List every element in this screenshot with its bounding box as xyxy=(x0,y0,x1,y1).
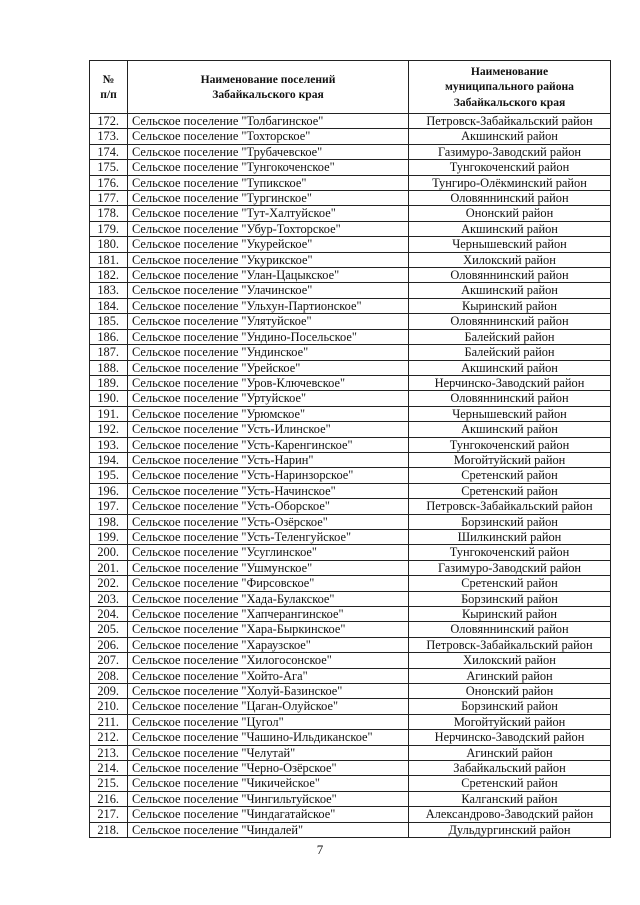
district-name: Кыринский район xyxy=(409,607,611,622)
row-number: 197. xyxy=(90,499,128,514)
district-name: Могойтуйский район xyxy=(409,714,611,729)
row-number: 191. xyxy=(90,406,128,421)
settlement-name: Сельское поселение "Толбагинское" xyxy=(128,114,409,129)
row-number: 200. xyxy=(90,545,128,560)
row-number: 189. xyxy=(90,375,128,390)
district-name: Чернышевский район xyxy=(409,406,611,421)
table-row xyxy=(90,144,611,159)
table-row xyxy=(90,252,611,267)
settlement-name: Сельское поселение "Челутай" xyxy=(128,745,409,760)
settlement-name: Сельское поселение "Урюмское" xyxy=(128,406,409,421)
settlements-table xyxy=(89,60,611,838)
table-row xyxy=(90,345,611,360)
table-row xyxy=(90,206,611,221)
settlement-name: Сельское поселение "Тупикское" xyxy=(128,175,409,190)
settlement-name: Сельское поселение "Хара-Быркинское" xyxy=(128,622,409,637)
district-name: Акшинский район xyxy=(409,129,611,144)
row-number: 178. xyxy=(90,206,128,221)
table-row xyxy=(90,437,611,452)
row-number: 193. xyxy=(90,437,128,452)
header-settlement: Наименование поселений Забайкальского края xyxy=(128,61,409,114)
settlement-name: Сельское поселение "Усть-Нарин" xyxy=(128,452,409,467)
settlement-name: Сельское поселение "Улан-Цацыкское" xyxy=(128,268,409,283)
table-row xyxy=(90,360,611,375)
row-number: 195. xyxy=(90,468,128,483)
district-name: Сретенский район xyxy=(409,576,611,591)
settlement-name: Сельское поселение "Усть-Наринзорское" xyxy=(128,468,409,483)
table-row xyxy=(90,129,611,144)
settlement-name: Сельское поселение "Ульхун-Партионское" xyxy=(128,298,409,313)
settlement-name: Сельское поселение "Чашино-Ильдиканское" xyxy=(128,730,409,745)
table-row xyxy=(90,221,611,236)
row-number: 177. xyxy=(90,191,128,206)
table-header xyxy=(90,61,611,114)
row-number: 198. xyxy=(90,514,128,529)
row-number: 218. xyxy=(90,822,128,837)
row-number: 185. xyxy=(90,314,128,329)
table-row xyxy=(90,237,611,252)
settlement-name: Сельское поселение "Ундино-Посельское" xyxy=(128,329,409,344)
table-row xyxy=(90,761,611,776)
row-number: 183. xyxy=(90,283,128,298)
settlement-name: Сельское поселение "Хапчерангинское" xyxy=(128,607,409,622)
district-name: Петровск-Забайкальский район xyxy=(409,499,611,514)
district-name: Газимуро-Заводский район xyxy=(409,144,611,159)
district-name: Хилокский район xyxy=(409,252,611,267)
row-number: 194. xyxy=(90,452,128,467)
row-number: 192. xyxy=(90,422,128,437)
district-name: Александрово-Заводский район xyxy=(409,807,611,822)
row-number: 175. xyxy=(90,160,128,175)
district-name: Кыринский район xyxy=(409,298,611,313)
header-number: № п/п xyxy=(90,61,128,114)
district-name: Балейский район xyxy=(409,345,611,360)
table-row xyxy=(90,745,611,760)
settlement-name: Сельское поселение "Усть-Начинское" xyxy=(128,483,409,498)
row-number: 212. xyxy=(90,730,128,745)
district-name: Хилокский район xyxy=(409,653,611,668)
settlement-name: Сельское поселение "Усуглинское" xyxy=(128,545,409,560)
row-number: 190. xyxy=(90,391,128,406)
row-number: 179. xyxy=(90,221,128,236)
settlement-name: Сельское поселение "Тохторское" xyxy=(128,129,409,144)
row-number: 214. xyxy=(90,761,128,776)
table-row xyxy=(90,514,611,529)
district-name: Оловяннинский район xyxy=(409,314,611,329)
district-name: Дульдургинский район xyxy=(409,822,611,837)
table-row xyxy=(90,329,611,344)
table-row xyxy=(90,684,611,699)
district-name: Сретенский район xyxy=(409,776,611,791)
settlement-name: Сельское поселение "Цугол" xyxy=(128,714,409,729)
settlement-name: Сельское поселение "Тут-Халтуйское" xyxy=(128,206,409,221)
table-row xyxy=(90,807,611,822)
table-row xyxy=(90,822,611,837)
table-row xyxy=(90,375,611,390)
table-row xyxy=(90,314,611,329)
table-row xyxy=(90,653,611,668)
district-name: Агинский район xyxy=(409,668,611,683)
row-number: 172. xyxy=(90,114,128,129)
table-row xyxy=(90,499,611,514)
settlement-name: Сельское поселение "Тургинское" xyxy=(128,191,409,206)
row-number: 173. xyxy=(90,129,128,144)
district-name: Газимуро-Заводский район xyxy=(409,560,611,575)
district-name: Ононский район xyxy=(409,206,611,221)
table-row xyxy=(90,776,611,791)
settlement-name: Сельское поселение "Урейское" xyxy=(128,360,409,375)
settlement-name: Сельское поселение "Улачинское" xyxy=(128,283,409,298)
district-name: Оловяннинский район xyxy=(409,191,611,206)
district-name: Акшинский район xyxy=(409,283,611,298)
district-name: Петровск-Забайкальский район xyxy=(409,114,611,129)
table-row xyxy=(90,406,611,421)
district-name: Акшинский район xyxy=(409,422,611,437)
table-row xyxy=(90,452,611,467)
settlement-name: Сельское поселение "Ундинское" xyxy=(128,345,409,360)
district-name: Могойтуйский район xyxy=(409,452,611,467)
settlement-name: Сельское поселение "Усть-Теленгуйское" xyxy=(128,529,409,544)
table-row xyxy=(90,160,611,175)
table-row xyxy=(90,607,611,622)
district-name: Тунгокоченский район xyxy=(409,160,611,175)
row-number: 174. xyxy=(90,144,128,159)
row-number: 181. xyxy=(90,252,128,267)
row-number: 196. xyxy=(90,483,128,498)
settlement-name: Сельское поселение "Черно-Озёрское" xyxy=(128,761,409,776)
table-row xyxy=(90,714,611,729)
district-name: Петровск-Забайкальский район xyxy=(409,637,611,652)
district-name: Борзинский район xyxy=(409,591,611,606)
district-name: Нерчинско-Заводский район xyxy=(409,375,611,390)
district-name: Забайкальский район xyxy=(409,761,611,776)
settlement-name: Сельское поселение "Чиндагатайское" xyxy=(128,807,409,822)
settlement-name: Сельское поселение "Ушмунское" xyxy=(128,560,409,575)
district-name: Сретенский район xyxy=(409,483,611,498)
settlement-name: Сельское поселение "Хада-Булакское" xyxy=(128,591,409,606)
district-name: Балейский район xyxy=(409,329,611,344)
settlement-name: Сельское поселение "Трубачевское" xyxy=(128,144,409,159)
row-number: 182. xyxy=(90,268,128,283)
district-name: Тунгиро-Олёкминский район xyxy=(409,175,611,190)
district-name: Агинский район xyxy=(409,745,611,760)
district-name: Нерчинско-Заводский район xyxy=(409,730,611,745)
table-row xyxy=(90,422,611,437)
row-number: 206. xyxy=(90,637,128,652)
settlement-name: Сельское поселение "Хилогосонское" xyxy=(128,653,409,668)
row-number: 205. xyxy=(90,622,128,637)
table-row xyxy=(90,483,611,498)
settlement-name: Сельское поселение "Холуй-Базинское" xyxy=(128,684,409,699)
table-row xyxy=(90,576,611,591)
row-number: 186. xyxy=(90,329,128,344)
row-number: 209. xyxy=(90,684,128,699)
settlement-name: Сельское поселение "Усть-Илинское" xyxy=(128,422,409,437)
district-name: Оловяннинский район xyxy=(409,268,611,283)
district-name: Калганский район xyxy=(409,791,611,806)
table-row xyxy=(90,529,611,544)
table-row xyxy=(90,298,611,313)
district-name: Оловяннинский район xyxy=(409,391,611,406)
table-body xyxy=(90,114,611,838)
settlement-name: Сельское поселение "Цаган-Олуйское" xyxy=(128,699,409,714)
district-name: Борзинский район xyxy=(409,699,611,714)
district-name: Сретенский район xyxy=(409,468,611,483)
row-number: 208. xyxy=(90,668,128,683)
settlement-name: Сельское поселение "Чикичейское" xyxy=(128,776,409,791)
district-name: Акшинский район xyxy=(409,360,611,375)
row-number: 210. xyxy=(90,699,128,714)
row-number: 199. xyxy=(90,529,128,544)
table-row xyxy=(90,468,611,483)
settlement-name: Сельское поселение "Усть-Оборское" xyxy=(128,499,409,514)
table-row xyxy=(90,560,611,575)
table-row xyxy=(90,699,611,714)
row-number: 187. xyxy=(90,345,128,360)
row-number: 215. xyxy=(90,776,128,791)
table-row xyxy=(90,191,611,206)
settlement-name: Сельское поселение "Чиндалей" xyxy=(128,822,409,837)
row-number: 188. xyxy=(90,360,128,375)
district-name: Акшинский район xyxy=(409,221,611,236)
row-number: 176. xyxy=(90,175,128,190)
table-row xyxy=(90,175,611,190)
row-number: 202. xyxy=(90,576,128,591)
table-row xyxy=(90,791,611,806)
row-number: 213. xyxy=(90,745,128,760)
settlement-name: Сельское поселение "Хараузское" xyxy=(128,637,409,652)
district-name: Оловяннинский район xyxy=(409,622,611,637)
settlement-name: Сельское поселение "Фирсовское" xyxy=(128,576,409,591)
row-number: 216. xyxy=(90,791,128,806)
table-row xyxy=(90,668,611,683)
settlement-name: Сельское поселение "Укурикское" xyxy=(128,252,409,267)
district-name: Ононский район xyxy=(409,684,611,699)
row-number: 207. xyxy=(90,653,128,668)
table-row xyxy=(90,545,611,560)
table-row xyxy=(90,268,611,283)
settlement-name: Сельское поселение "Усть-Каренгинское" xyxy=(128,437,409,452)
settlement-name: Сельское поселение "Усть-Озёрское" xyxy=(128,514,409,529)
table-row xyxy=(90,114,611,129)
header-district: Наименование муниципального района Забайкальского края xyxy=(409,61,611,114)
row-number: 211. xyxy=(90,714,128,729)
row-number: 184. xyxy=(90,298,128,313)
table-header-row xyxy=(90,61,611,114)
settlement-name: Сельское поселение "Чингильтуйское" xyxy=(128,791,409,806)
district-name: Тунгокоченский район xyxy=(409,437,611,452)
row-number: 201. xyxy=(90,560,128,575)
page-number: 7 xyxy=(316,842,324,857)
table-row xyxy=(90,637,611,652)
settlement-name: Сельское поселение "Укурейское" xyxy=(128,237,409,252)
row-number: 203. xyxy=(90,591,128,606)
row-number: 217. xyxy=(90,807,128,822)
district-name: Шилкинский район xyxy=(409,529,611,544)
district-name: Борзинский район xyxy=(409,514,611,529)
settlement-name: Сельское поселение "Уртуйское" xyxy=(128,391,409,406)
table-row xyxy=(90,622,611,637)
settlement-name: Сельское поселение "Хойто-Ага" xyxy=(128,668,409,683)
table-row xyxy=(90,391,611,406)
table-row xyxy=(90,730,611,745)
settlement-name: Сельское поселение "Уров-Ключевское" xyxy=(128,375,409,390)
row-number: 204. xyxy=(90,607,128,622)
table-row xyxy=(90,591,611,606)
table-row xyxy=(90,283,611,298)
settlement-name: Сельское поселение "Убур-Тохторское" xyxy=(128,221,409,236)
district-name: Чернышевский район xyxy=(409,237,611,252)
settlement-name: Сельское поселение "Тунгокоченское" xyxy=(128,160,409,175)
row-number: 180. xyxy=(90,237,128,252)
settlement-name: Сельское поселение "Улятуйское" xyxy=(128,314,409,329)
district-name: Тунгокоченский район xyxy=(409,545,611,560)
